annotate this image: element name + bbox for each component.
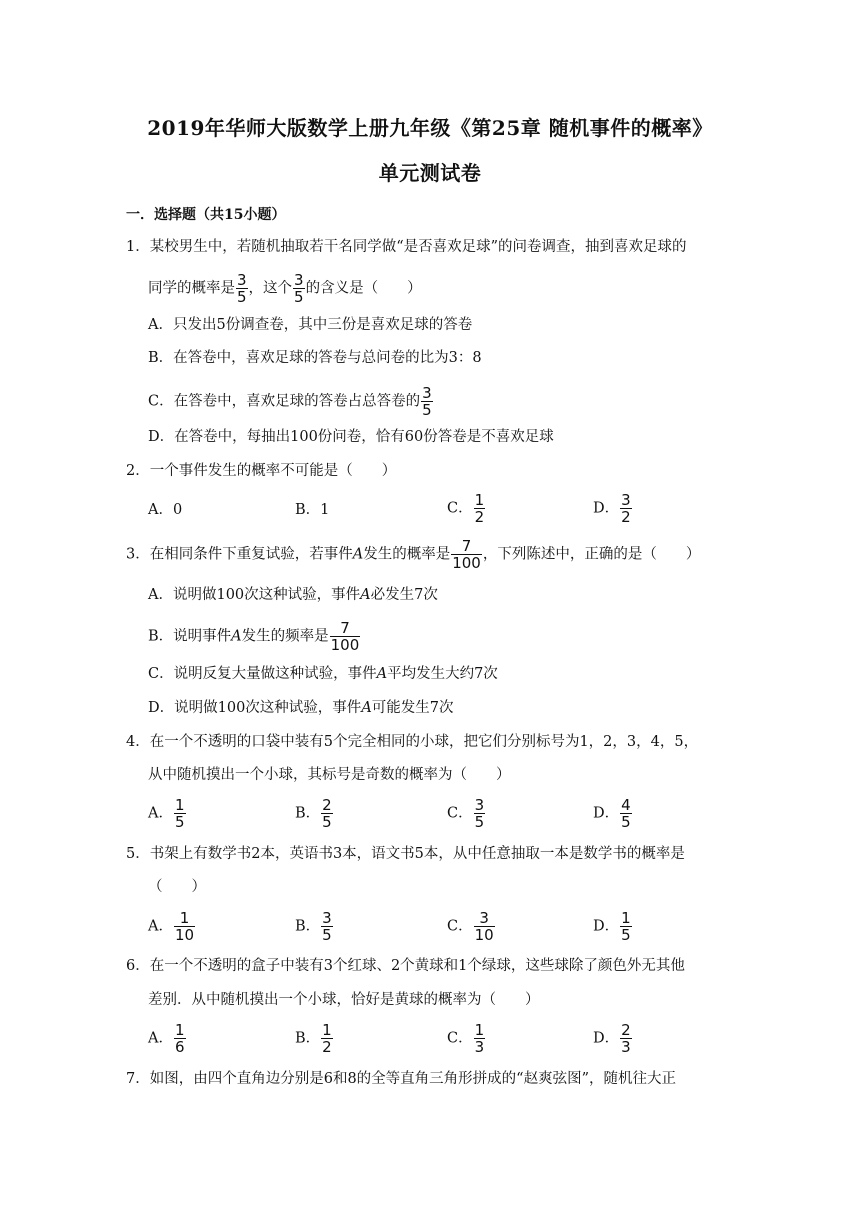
- question-1-option-c: C．在答卷中，喜欢足球的答卷占总答卷的 $\frac{3}{5}$: [148, 384, 432, 419]
- fraction: $\frac{7}{100}$: [330, 619, 360, 654]
- question-5-line-1: 5．书架上有数学书2本，英语书3本，语文书5本，从中任意抽取一本是数学书的概率是: [126, 846, 685, 862]
- question-3-option-c: C．说明反复大量做这种试验，事件A平均发生大约7次: [148, 666, 498, 682]
- question-1-line-1: 1．某校男生中，若随机抽取若干名同学做“是否喜欢足球”的问卷调查，抽到喜欢足球的: [126, 239, 687, 255]
- question-3-option-a: A．说明做100次这种试验，事件A必发生7次: [148, 587, 438, 603]
- fraction: $\frac{1}{2}$: [322, 1021, 332, 1056]
- question-4-line-1: 4．在一个不透明的口袋中装有5个完全相同的小球，把它们分别标号为1，2，3，4，5，: [126, 734, 699, 750]
- fraction: $\frac{1}{5}$: [621, 909, 631, 944]
- question-3-option-b: B．说明事件A发生的频率是 $\frac{7}{100}$: [148, 619, 360, 654]
- question-6-option-a: A． $\frac{1}{6}$: [148, 1021, 185, 1056]
- fraction: $\frac{3}{5}$: [474, 796, 485, 831]
- fraction: $\frac{1}{3}$: [474, 1021, 485, 1056]
- fraction: $\frac{2}{5}$: [322, 796, 332, 831]
- question-6-line-1: 6．在一个不透明的盒子中装有3个红球、2个黄球和1个绿球，这些球除了颜色外无其他: [126, 958, 685, 974]
- question-5-option-b: B． $\frac{3}{5}$: [295, 909, 332, 944]
- question-5-line-2: （ ）: [148, 879, 206, 895]
- question-2-stem: 2．一个事件发生的概率不可能是（ ）: [126, 463, 397, 479]
- section-heading: 一．选择题（共15小题）: [126, 207, 286, 223]
- question-3-option-d: D．说明做100次这种试验，事件A可能发生7次: [148, 700, 454, 716]
- fraction: $\frac{3}{5}$: [237, 271, 247, 306]
- fraction: $\frac{1}{6}$: [174, 1021, 185, 1056]
- question-4-option-b: B． $\frac{2}{5}$: [295, 796, 332, 831]
- fraction: $\frac{2}{3}$: [621, 1021, 631, 1056]
- question-4-option-d: D． $\frac{4}{5}$: [593, 796, 631, 831]
- page-title: 2019年华师大版数学上册九年级《第25章 随机事件的概率》: [147, 116, 713, 140]
- question-4-line-2: 从中随机摸出一个小球，其标号是奇数的概率为（ ）: [148, 767, 511, 783]
- question-1-line-2: 同学的概率是 $\frac{3}{5}$ ，这个 $\frac{3}{5}$ 的含义是（ ）: [148, 271, 422, 306]
- question-6-line-2: 差别．从中随机摸出一个小球，恰好是黄球的概率为（ ）: [148, 992, 540, 1008]
- question-6-option-d: D． $\frac{2}{3}$: [593, 1021, 631, 1056]
- fraction: $\frac{4}{5}$: [621, 796, 631, 831]
- fraction: $\frac{1}{10}$: [174, 909, 195, 944]
- question-2-option-b: B．1: [295, 502, 330, 518]
- question-1-option-a: A．只发出5份调查卷，其中三份是喜欢足球的答卷: [148, 317, 473, 333]
- question-1-option-d: D．在答卷中，每抽出100份问卷，恰有60份答卷是不喜欢足球: [148, 429, 554, 445]
- fraction: $\frac{3}{5}$: [422, 384, 432, 419]
- fraction: $\frac{3}{2}$: [621, 491, 631, 526]
- question-5-option-a: A． $\frac{1}{10}$: [148, 909, 195, 944]
- question-5-option-c: C． $\frac{3}{10}$: [447, 909, 494, 944]
- question-7-line-1: 7．如图，由四个直角边分别是6和8的全等直角三角形拼成的“赵爽弦图”，随机往大正: [126, 1071, 676, 1087]
- fraction: $\frac{7}{100}$: [452, 537, 481, 572]
- fraction: $\frac{3}{5}$: [322, 909, 332, 944]
- question-6-option-b: B． $\frac{1}{2}$: [295, 1021, 332, 1056]
- question-4-option-a: A． $\frac{1}{5}$: [148, 796, 185, 831]
- fraction: $\frac{3}{5}$: [294, 271, 304, 306]
- question-2-option-d: D． $\frac{3}{2}$: [593, 491, 631, 526]
- question-6-option-c: C． $\frac{1}{3}$: [447, 1021, 485, 1056]
- question-3-stem: 3．在相同条件下重复试验，若事件A发生的概率是 $\frac{7}{100}$ ，下列陈述中，正确的是（ ）: [126, 537, 701, 572]
- question-2-option-c: C． $\frac{1}{2}$: [447, 491, 485, 526]
- question-1-option-b: B．在答卷中，喜欢足球的答卷与总问卷的比为3：8: [148, 350, 482, 366]
- question-4-option-c: C． $\frac{3}{5}$: [447, 796, 485, 831]
- fraction: $\frac{1}{5}$: [174, 796, 185, 831]
- question-2-option-a: A．0: [148, 502, 183, 518]
- fraction: $\frac{1}{2}$: [474, 491, 485, 526]
- fraction: $\frac{3}{10}$: [474, 909, 494, 944]
- page-subtitle: 单元测试卷: [378, 161, 482, 185]
- question-5-option-d: D． $\frac{1}{5}$: [593, 909, 631, 944]
